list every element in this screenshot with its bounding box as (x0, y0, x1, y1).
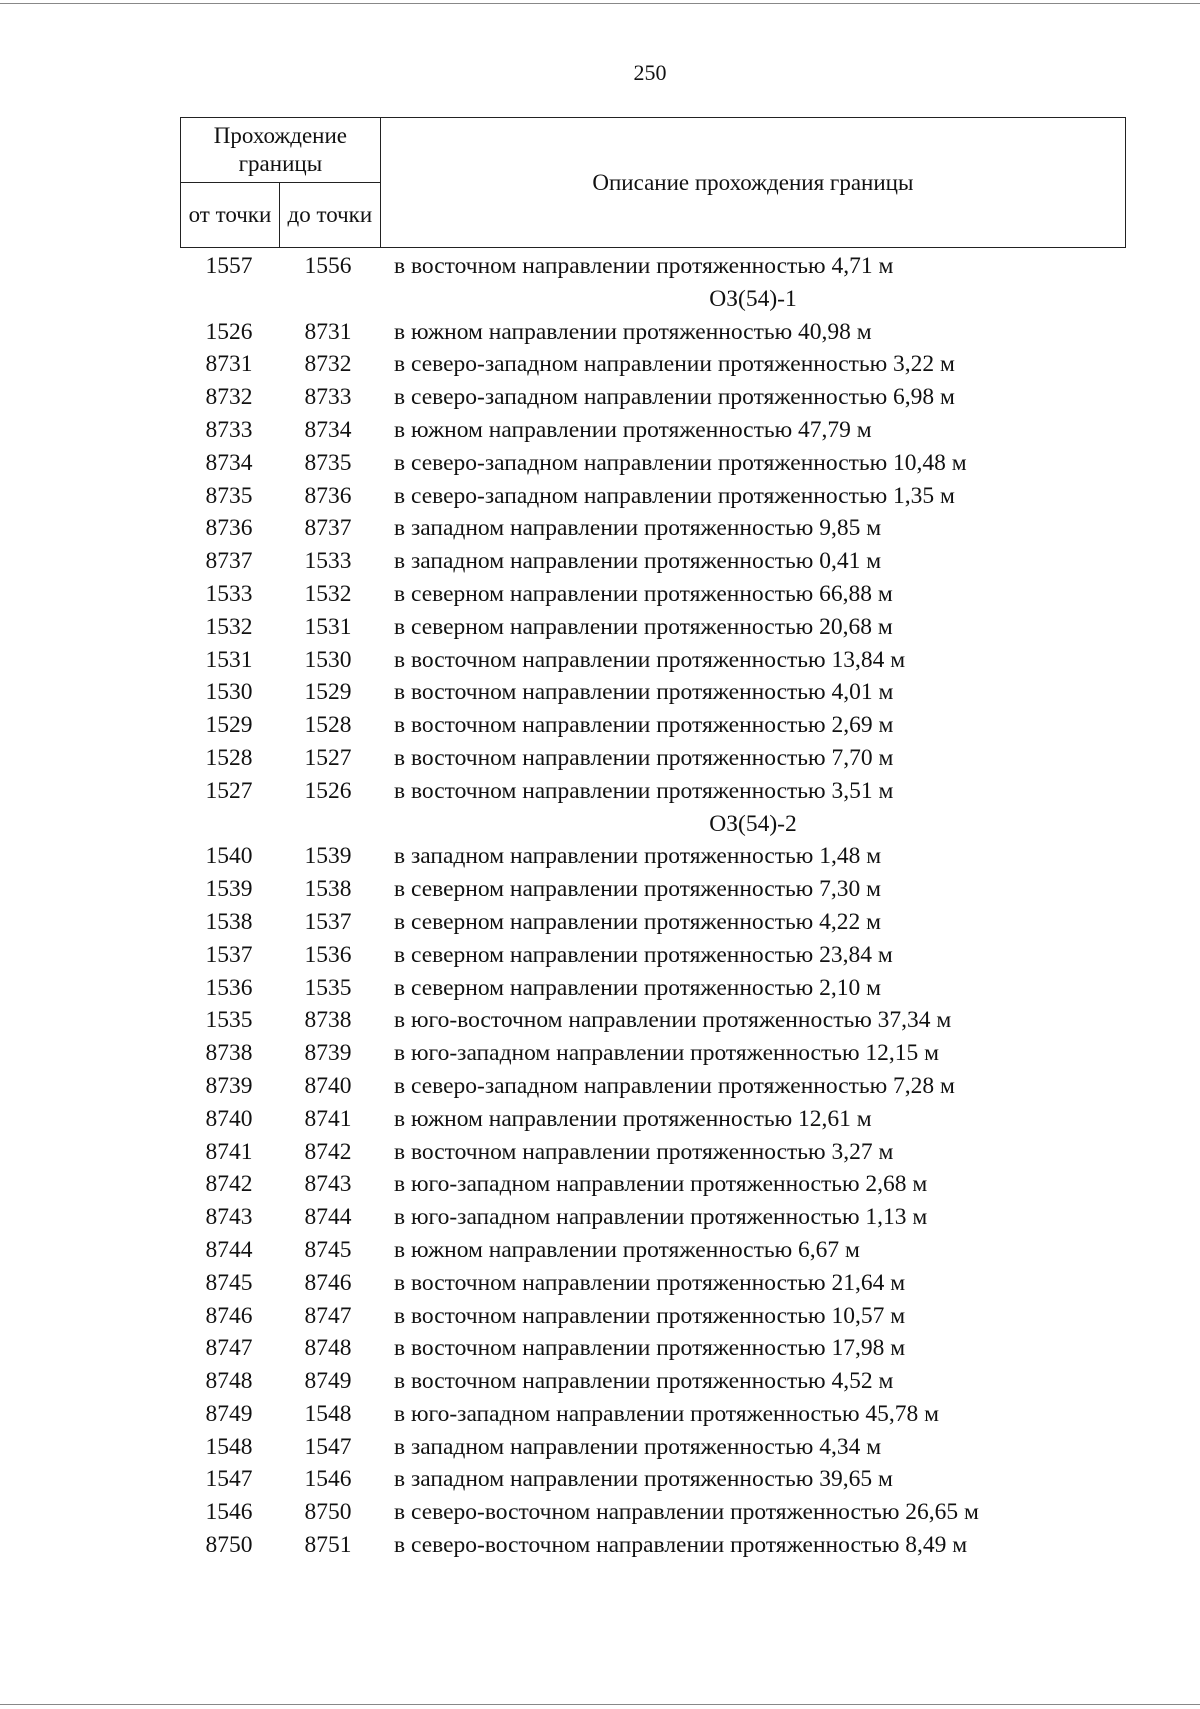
table-row (180, 381, 1126, 414)
segment-description: в восточном направлении протяженностью 10,57 м (394, 1302, 906, 1329)
table-row (180, 1365, 1126, 1398)
from-point: 8739 (205, 1072, 253, 1099)
to-point: 8731 (304, 318, 352, 345)
section-heading: ОЗ(54)-1 (709, 285, 797, 312)
to-point: 1537 (304, 908, 352, 935)
segment-description: в восточном направлении протяженностью 3,27 м (394, 1138, 894, 1165)
bottom-scan-edge (0, 1704, 1200, 1705)
segment-description: в восточном направлении протяженностью 21,64 м (394, 1269, 906, 1296)
from-point: 1527 (205, 777, 253, 804)
to-point: 1547 (304, 1433, 352, 1460)
to-point: 8747 (304, 1302, 352, 1329)
table-row (180, 1300, 1126, 1333)
from-point: 8737 (205, 548, 253, 575)
segment-description: в южном направлении протяженностью 6,67 м (394, 1236, 860, 1263)
segment-description: в юго-восточном направлении протяженностью 37,34 м (394, 1007, 952, 1034)
header-description-cell: Описание прохождения границы (380, 118, 1125, 248)
to-point: 8733 (304, 384, 352, 411)
from-point: 8748 (205, 1368, 253, 1395)
table-row (180, 1463, 1126, 1496)
segment-description: в юго-западном направлении протяженностью 12,15 м (394, 1040, 939, 1067)
table-row (180, 1332, 1126, 1365)
segment-description: в северном направлении протяженностью 20,68 м (394, 613, 893, 640)
segment-description: в северном направлении протяженностью 2,10 м (394, 974, 881, 1001)
segment-description: в восточном направлении протяженностью 4,71 м (394, 253, 894, 279)
to-point: 8746 (304, 1269, 352, 1296)
segment-description: в северо-западном направлении протяженностью 10,48 м (394, 449, 967, 476)
table-row (180, 1529, 1126, 1562)
to-point: 1527 (304, 744, 352, 771)
from-point: 8735 (205, 482, 253, 509)
table-row (180, 578, 1126, 611)
table-row (180, 1267, 1126, 1300)
from-point: 1548 (205, 1433, 253, 1460)
to-point: 1548 (304, 1400, 352, 1427)
to-point: 1532 (304, 580, 352, 607)
segment-description: в западном направлении протяженностью 9,85 м (394, 515, 882, 542)
top-scan-edge (0, 3, 1200, 4)
table-row (180, 1431, 1126, 1464)
from-point: 8750 (205, 1532, 253, 1559)
table-row (180, 1037, 1126, 1070)
table-row (180, 1496, 1126, 1529)
to-point: 1538 (304, 876, 352, 903)
to-point: 8748 (304, 1335, 352, 1362)
from-point: 8749 (205, 1400, 253, 1427)
table-row (180, 906, 1126, 939)
from-point: 1528 (205, 744, 253, 771)
from-point: 1536 (205, 974, 253, 1001)
segment-description: в восточном направлении протяженностью 4,52 м (394, 1368, 894, 1395)
to-point: 8737 (304, 515, 352, 542)
from-point: 8746 (205, 1302, 253, 1329)
from-point: 8742 (205, 1171, 253, 1198)
from-point: 1546 (205, 1499, 253, 1526)
table-row (180, 1398, 1126, 1431)
section-heading: ОЗ(54)-2 (709, 810, 797, 837)
table-row (180, 348, 1126, 381)
to-point: 8742 (304, 1138, 352, 1165)
table-row (180, 644, 1126, 677)
segment-description: в северо-восточном направлении протяженностью 8,49 м (394, 1532, 968, 1559)
to-point: 8751 (304, 1532, 352, 1559)
segment-description: в восточном направлении протяженностью 13,84 м (394, 646, 906, 673)
from-point: 8736 (205, 515, 253, 542)
table-row (180, 447, 1126, 480)
to-point: 1556 (304, 253, 352, 279)
header-from-cell: от точки (181, 183, 280, 248)
table-row (180, 939, 1126, 972)
to-point: 1530 (304, 646, 352, 673)
table-row (180, 1103, 1126, 1136)
from-point: 1529 (205, 712, 253, 739)
table-row (180, 709, 1126, 742)
to-point: 1531 (304, 613, 352, 640)
segment-description: в юго-западном направлении протяженностью 1,13 м (394, 1204, 928, 1231)
from-point: 1537 (205, 941, 253, 968)
segment-description: в южном направлении протяженностью 40,98 м (394, 318, 872, 345)
table-row (180, 775, 1126, 808)
segment-description: в северном направлении протяженностью 23,84 м (394, 941, 893, 968)
segment-description: в восточном направлении протяженностью 17,98 м (394, 1335, 906, 1362)
to-point: 1535 (304, 974, 352, 1001)
from-point: 8740 (205, 1105, 253, 1132)
from-point: 1530 (205, 679, 253, 706)
table-row (180, 1201, 1126, 1234)
to-point: 8735 (304, 449, 352, 476)
segment-description: в восточном направлении протяженностью 4,01 м (394, 679, 894, 706)
to-point: 8734 (304, 416, 352, 443)
boundary-table-body (180, 250, 1126, 1562)
from-point: 1539 (205, 876, 253, 903)
to-point: 8741 (304, 1105, 352, 1132)
segment-description: в западном направлении протяженностью 4,34 м (394, 1433, 882, 1460)
from-point: 8733 (205, 416, 253, 443)
to-point: 1528 (304, 712, 352, 739)
header-group-cell: Прохождение границы (181, 118, 381, 183)
table-row (180, 1004, 1126, 1037)
from-point: 1538 (205, 908, 253, 935)
table-row (180, 512, 1126, 545)
from-point: 8732 (205, 384, 253, 411)
from-point: 1532 (205, 613, 253, 640)
table-row (180, 742, 1126, 775)
to-point: 8738 (304, 1007, 352, 1034)
header-to-cell: до точки (279, 183, 380, 248)
segment-description: в северо-западном направлении протяженностью 1,35 м (394, 482, 955, 509)
from-point: 8743 (205, 1204, 253, 1231)
segment-description: в западном направлении протяженностью 39,65 м (394, 1466, 893, 1493)
page-number: 250 (633, 60, 667, 85)
from-point: 1535 (205, 1007, 253, 1034)
from-point: 8741 (205, 1138, 253, 1165)
segment-description: в восточном направлении протяженностью 7,70 м (394, 744, 894, 771)
segment-description: в северном направлении протяженностью 7,30 м (394, 876, 881, 903)
segment-description: в северо-западном направлении протяженностью 6,98 м (394, 384, 955, 411)
to-point: 1546 (304, 1466, 352, 1493)
segment-description: в южном направлении протяженностью 12,61 м (394, 1105, 872, 1132)
segment-description: в юго-западном направлении протяженностью 45,78 м (394, 1400, 939, 1427)
segment-description: в восточном направлении протяженностью 3,51 м (394, 777, 894, 804)
to-point: 8745 (304, 1236, 352, 1263)
segment-description: в северо-западном направлении протяженностью 3,22 м (394, 351, 955, 378)
table-row (180, 972, 1126, 1005)
segment-description: в юго-западном направлении протяженностью 2,68 м (394, 1171, 928, 1198)
table-row (180, 676, 1126, 709)
from-point: 8738 (205, 1040, 253, 1067)
to-point: 1536 (304, 941, 352, 968)
from-point: 1531 (205, 646, 253, 673)
to-point: 8744 (304, 1204, 352, 1231)
from-point: 1533 (205, 580, 253, 607)
to-point: 8739 (304, 1040, 352, 1067)
to-point: 8736 (304, 482, 352, 509)
table-row (180, 873, 1126, 906)
table-row (180, 1070, 1126, 1103)
segment-description: в северо-западном направлении протяженностью 7,28 м (394, 1072, 955, 1099)
from-point: 8745 (205, 1269, 253, 1296)
from-point: 8747 (205, 1335, 253, 1362)
segment-description: в восточном направлении протяженностью 2,69 м (394, 712, 894, 739)
segment-description: в северном направлении протяженностью 4,22 м (394, 908, 881, 935)
from-point: 1547 (205, 1466, 253, 1493)
from-point: 8731 (205, 351, 253, 378)
table-row (180, 545, 1126, 578)
table-row (180, 1136, 1126, 1169)
from-point: 1540 (205, 843, 253, 870)
to-point: 8743 (304, 1171, 352, 1198)
table-row (180, 840, 1126, 873)
to-point: 1533 (304, 548, 352, 575)
from-point: 8734 (205, 449, 253, 476)
segment-description: в западном направлении протяженностью 0,41 м (394, 548, 882, 575)
segment-description: в южном направлении протяженностью 47,79 м (394, 416, 872, 443)
to-point: 1526 (304, 777, 352, 804)
table-row (180, 316, 1126, 349)
table-row (180, 1234, 1126, 1267)
to-point: 1529 (304, 679, 352, 706)
table-row (180, 1168, 1126, 1201)
from-point: 8744 (205, 1236, 253, 1263)
to-point: 8732 (304, 351, 352, 378)
to-point: 8750 (304, 1499, 352, 1526)
segment-description: в западном направлении протяженностью 1,48 м (394, 843, 882, 870)
from-point: 1526 (205, 318, 253, 345)
to-point: 1539 (304, 843, 352, 870)
to-point: 8749 (304, 1368, 352, 1395)
table-row (180, 611, 1126, 644)
segment-description: в северо-восточном направлении протяженностью 26,65 м (394, 1499, 979, 1526)
table-row (180, 414, 1126, 447)
from-point: 1557 (205, 253, 253, 279)
segment-description: в северном направлении протяженностью 66,88 м (394, 580, 893, 607)
table-row (180, 480, 1126, 513)
boundary-table-header (180, 117, 1126, 248)
to-point: 8740 (304, 1072, 352, 1099)
table-row (180, 250, 1126, 283)
